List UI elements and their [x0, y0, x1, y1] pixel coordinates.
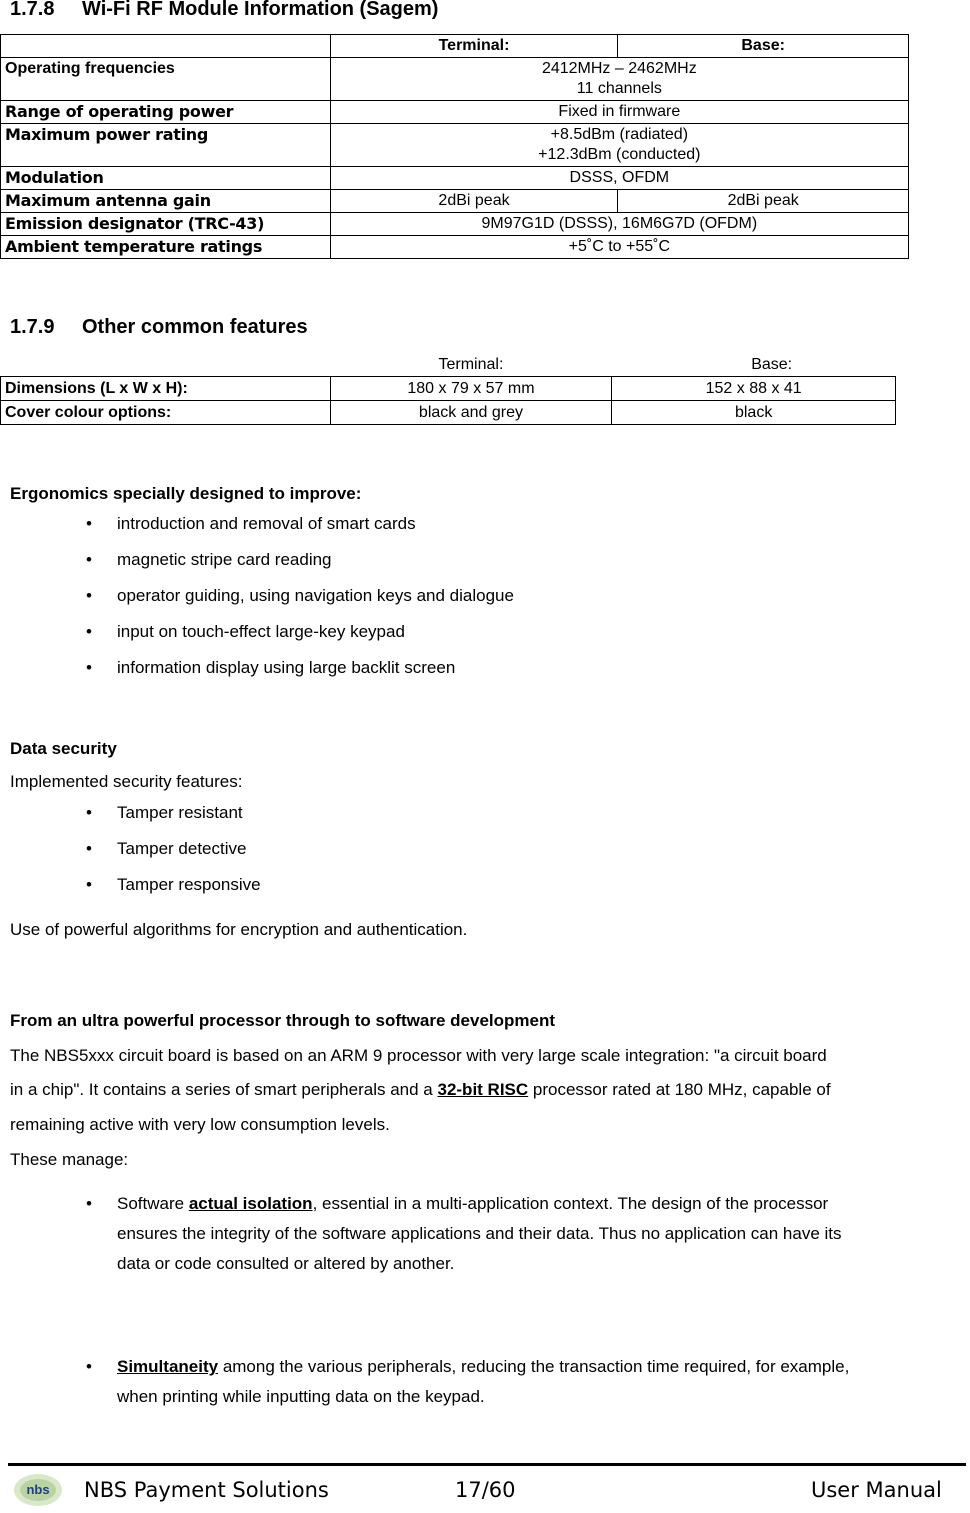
row-terminal-value: 180 x 79 x 57 mm [330, 377, 612, 401]
row-label: Cover colour options: [1, 401, 331, 425]
header-base: Base: [751, 356, 793, 373]
table-header-row [1, 353, 896, 377]
row-label: Operating frequencies [1, 58, 331, 101]
header-base: Base: [618, 35, 909, 58]
processor-paragraph-line-2: in a chip". It contains a series of smart peripherals and a 32-bit RISC processor rated at 180 MHz, capable of [10, 1080, 831, 1099]
footer-document-title: User Manual [811, 1478, 942, 1502]
footer-company: NBS Payment Solutions [84, 1478, 329, 1502]
footer-page-number: 17/60 [455, 1478, 516, 1502]
processor-paragraph-line-1: The NBS5xxx circuit board is based on an ARM 9 processor with very large scale integration: "a circuit board [10, 1046, 827, 1065]
features-table [0, 353, 896, 425]
row-base-value: 2dBi peak [618, 190, 909, 213]
row-label: Ambient temperature ratings [1, 236, 331, 259]
ergonomics-list [86, 514, 514, 694]
row-value: +8.5dBm (radiated) +12.3dBm (conducted) [330, 124, 908, 167]
row-label: Emission designator (TRC-43) [1, 213, 331, 236]
row-value: DSSS, OFDM [330, 167, 908, 190]
list-item: • magnetic stripe card reading [86, 550, 514, 586]
row-value: 2412MHz – 2462MHz 11 channels [330, 58, 908, 101]
row-label: Modulation [1, 167, 331, 190]
row-value: Fixed in firmware [330, 101, 908, 124]
ergonomics-heading: Ergonomics specially designed to improve: [10, 484, 362, 503]
section-number: 1.7.9 [10, 316, 55, 338]
row-base-value: 152 x 88 x 41 [612, 377, 896, 401]
table-row [1, 213, 909, 236]
simultaneity-link[interactable]: Simultaneity [117, 1357, 219, 1376]
row-label: Maximum antenna gain [1, 190, 331, 213]
list-item: • Simultaneity among the various peripherals, reducing the transaction time required, for example, when printing while inputting data on the keypad. [86, 1352, 966, 1412]
footer-rule [8, 1463, 966, 1466]
list-item: • Tamper responsive [86, 875, 261, 911]
row-label: Range of operating power [1, 101, 331, 124]
section-heading-1-7-9 [10, 316, 308, 339]
processor-list-2 [86, 1352, 966, 1412]
row-terminal-value: black and grey [330, 401, 612, 425]
header-terminal: Terminal: [330, 35, 618, 58]
section-number: 1.7.8 [10, 0, 55, 20]
row-value: 9M97G1D (DSSS), 16M6G7D (OFDM) [330, 213, 908, 236]
svg-text:nbs: nbs [26, 1482, 50, 1497]
list-item: • Software actual isolation, essential in a multi-application context. The design of the processor ensures the integrity of the software applications and their data. Thus no application can have its data or code consulted or altered by another. [86, 1189, 966, 1279]
table-row [1, 377, 896, 401]
actual-isolation-link[interactable]: actual isolation [188, 1194, 313, 1213]
nbs-logo-icon [12, 1472, 64, 1508]
manage-label: These manage: [10, 1150, 129, 1169]
list-item: • introduction and removal of smart cards [86, 514, 514, 550]
row-base-value: black [612, 401, 896, 425]
list-item: • Tamper resistant [86, 803, 261, 839]
table-row [1, 58, 909, 101]
processor-heading: From an ultra powerful processor through to software development [10, 1011, 556, 1030]
security-heading: Data security [10, 739, 117, 758]
list-item: • input on touch-effect large-key keypad [86, 622, 514, 658]
list-item: • Tamper detective [86, 839, 261, 875]
list-item: • information display using large backlit screen [86, 658, 514, 694]
table-row [1, 167, 909, 190]
processor-paragraph-line-3: remaining active with very low consumption levels. [10, 1115, 390, 1134]
rf-module-table [0, 34, 909, 259]
table-row [1, 401, 896, 425]
security-list [86, 803, 261, 911]
row-label: Maximum power rating [1, 124, 331, 167]
row-terminal-value: 2dBi peak [330, 190, 618, 213]
table-row [1, 190, 909, 213]
table-row [1, 101, 909, 124]
row-label: Dimensions (L x W x H): [1, 377, 331, 401]
table-row [1, 124, 909, 167]
table-header-row [1, 35, 909, 58]
security-closing: Use of powerful algorithms for encryption and authentication. [10, 920, 468, 939]
header-terminal: Terminal: [438, 356, 504, 373]
processor-list [86, 1189, 966, 1279]
section-title: Wi-Fi RF Module Information (Sagem) [82, 0, 439, 20]
table-row [1, 236, 909, 259]
risc-link[interactable]: 32-bit RISC [437, 1080, 529, 1099]
section-title: Other common features [82, 316, 308, 338]
row-value: +5˚C to +55˚C [330, 236, 908, 259]
list-item: • operator guiding, using navigation keys and dialogue [86, 586, 514, 622]
section-heading-1-7-8 [10, 0, 438, 21]
security-intro: Implemented security features: [10, 772, 243, 791]
nbs-logo [12, 1472, 64, 1508]
